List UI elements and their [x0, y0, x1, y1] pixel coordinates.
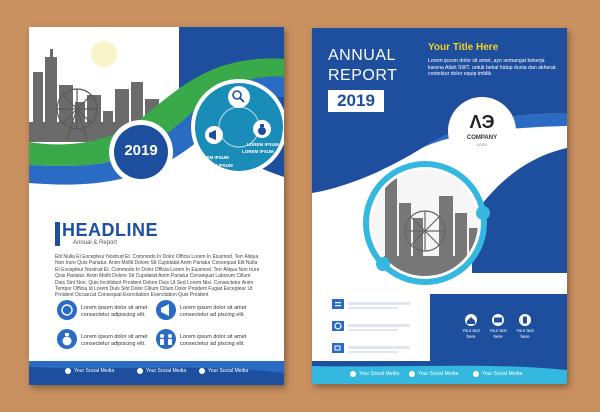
social-dot-icon: [199, 368, 205, 374]
headline: HEADLINE: [62, 220, 159, 240]
home-icon: [465, 314, 477, 326]
bubble-caption: LOREM IPSUM: [201, 163, 233, 168]
info-item-text: [513, 328, 537, 339]
feature-line: consectetur adipiscing elit.: [81, 341, 146, 347]
refresh-icon: [332, 321, 344, 331]
social-dot-icon: [137, 368, 143, 374]
money-bag-icon: [57, 329, 77, 349]
feature-text: [81, 334, 147, 348]
social-dot-icon: [350, 371, 356, 377]
info-line: Your text: [462, 328, 480, 333]
social-dot-icon: [473, 371, 479, 377]
info-line: Your text: [489, 328, 507, 333]
feature-line: consectetur ad piscing elit.: [180, 312, 245, 318]
accent-dot: [376, 257, 390, 271]
info-line: here: [520, 333, 530, 339]
feature-line: Lorem ipsum dolor sit amet: [180, 334, 247, 340]
money-bag-icon: [253, 120, 271, 138]
title-line: REPORT: [328, 67, 398, 84]
back-page-artwork: [29, 27, 284, 385]
social-media-link[interactable]: Your Social Media: [482, 371, 523, 377]
feature-text: [180, 334, 246, 348]
list-line: [348, 302, 410, 305]
feature-line: Lorem ipsum dolor sit amet: [81, 305, 148, 311]
feature-line: Lorem ipsum dolor sit amet: [81, 334, 148, 340]
bubble-caption: LOREM IPSUM: [197, 155, 229, 160]
megaphone-icon: [205, 126, 223, 144]
feature-line: Lorem ipsum dolor sit amet: [180, 305, 247, 311]
brochure-cover-page: [312, 28, 567, 384]
info-line: Your text: [516, 328, 534, 333]
body-paragraph: Elit Nulla Et Excepteur Nostrud Et. Commodo In Dolor Officia Lorem In Eiusmod. Terr Aliqua Non Irure Quis Pariatur. Anim Mollit Dolore Sit Cupidatat Anim Pariatur Consequat Elit Nulla Et Excepteur Nostrud Et. Commodo In Dolor Officia Lorem In Eiusmod. Terr Aliqua Non Irure Quis Pariatur. Anim Mollit Dolore Sit Cupidatat Anim Pariatur Consequat Laborum Cillum Duis Sint Non. Quis Incididunt Proident Dolore Duis Ut Sed Lorem Nisi. Consectetur Anim Tempor Officia Id Lorem Duis Sint Dolor Cillum Cillum Dolor Proident Fugiat Excepteur Ut Proident Occaecat Consequat Exercitation Exercitation Quis Proident: [55, 254, 261, 299]
social-dot-icon: [65, 368, 71, 374]
feature-text: [180, 305, 246, 319]
headline-accent: [55, 222, 60, 246]
title-line: ANNUAL: [328, 47, 396, 64]
info-item-text: [459, 328, 483, 339]
info-line: here: [466, 333, 476, 339]
bubble-caption: LOREM IPSUM: [247, 142, 279, 147]
social-media-link[interactable]: Your Social Media: [418, 371, 459, 377]
bubble-caption: LOREM IPSUM: [242, 149, 274, 154]
list-line: [348, 346, 410, 349]
social-media-link[interactable]: Your Social Media: [359, 371, 400, 377]
info-item-text: [486, 328, 510, 339]
company-logo-mark: ΛЭ: [469, 112, 495, 132]
list-line: [348, 351, 398, 353]
feature-line: consectetur adipiscing elit.: [81, 312, 146, 318]
info-line: here: [493, 333, 503, 339]
year-label: 2019: [124, 142, 158, 159]
brochure-back-page: [29, 27, 284, 385]
list-line: [348, 329, 398, 331]
company-logo-caption: LOGO: [476, 143, 488, 147]
megaphone-icon: [156, 300, 176, 320]
magnifier-icon: [228, 86, 250, 108]
accent-dot: [476, 206, 490, 220]
sun-icon: [91, 41, 117, 67]
feature-text: [81, 305, 147, 319]
cover-year: 2019: [328, 90, 384, 112]
list-line: [348, 324, 410, 327]
list-line: [348, 307, 398, 309]
phone-icon: [519, 314, 531, 326]
social-media-link[interactable]: Your Social Media: [146, 368, 187, 374]
feature-line: consectetur ad piscing elit.: [180, 341, 245, 347]
dish-icon: [57, 300, 77, 320]
people-icon: [156, 329, 176, 349]
social-dot-icon: [409, 371, 415, 377]
intro-text: Lorem ipsum dolor sit amet, ayo semangat bekerja karena Allah SWT. untuk bekal hidup dunia dan akherat. contektur dolor equip imblik.: [428, 58, 559, 78]
social-media-link[interactable]: Your Social Media: [208, 368, 249, 374]
copy-icon: [332, 343, 344, 353]
mail-icon: [492, 314, 504, 326]
tagline: Your Title Here: [428, 42, 499, 53]
report-title: [328, 46, 397, 86]
company-name: COMPANY: [466, 135, 498, 141]
subheadline: Annual & Report: [73, 240, 118, 246]
social-media-link[interactable]: Your Social Media: [74, 368, 115, 374]
document-icon: [332, 299, 344, 309]
